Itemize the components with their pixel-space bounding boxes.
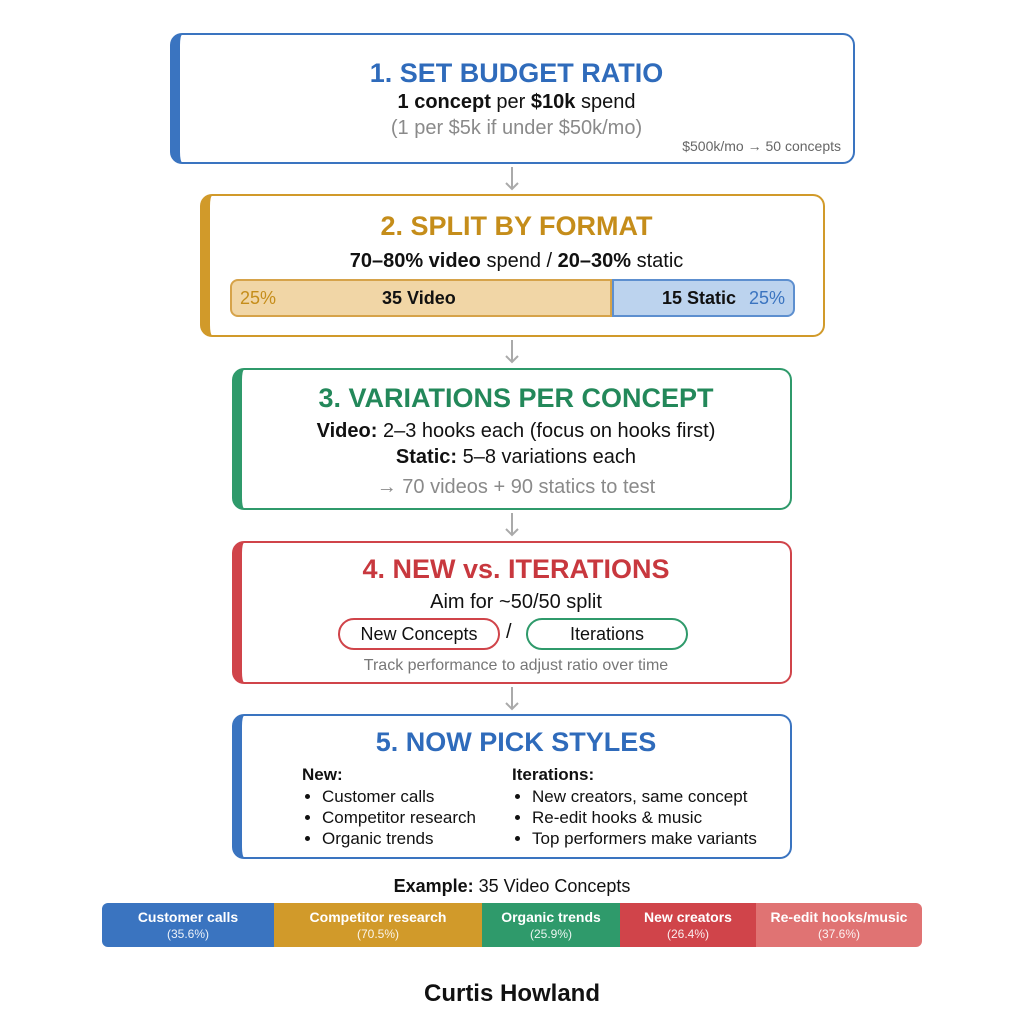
example-label-strong: Example:	[393, 876, 474, 896]
video-label: 35 Video	[382, 288, 456, 308]
example-title	[0, 876, 1024, 897]
step-4-box	[232, 541, 792, 684]
step-1-strong-1: 1 concept	[397, 91, 491, 113]
list-item: • Organic trends	[322, 828, 476, 849]
step-4-title: 4. NEW vs. ITERATIONS	[362, 554, 670, 584]
iterations-pill: Iterations	[526, 618, 688, 650]
step-4-foot: Track performance to adjust ratio over time	[363, 657, 669, 674]
segment-pct: (70.5%)	[356, 927, 400, 941]
segment-name: Organic trends	[501, 909, 601, 925]
format-split-bar	[230, 279, 795, 317]
step-5-box	[232, 714, 792, 859]
list-item: • Top performers make variants	[532, 828, 757, 849]
step-1-box	[170, 33, 855, 164]
step-3-video-key: Video:	[316, 420, 378, 442]
step-3-result: → 70 videos + 90 statics to test	[376, 476, 656, 498]
new-concepts-pill: New Concepts	[338, 618, 500, 650]
example-segment	[102, 903, 274, 947]
arrow-down-icon	[503, 686, 521, 712]
step-1-mid: per	[490, 91, 531, 113]
step-2-strong-2: 20–30%	[557, 250, 632, 272]
step-3-video-line	[242, 418, 790, 444]
step-2-strong-1: 70–80% video	[349, 250, 481, 272]
segment-pct: (25.9%)	[529, 927, 573, 941]
example-segment	[756, 903, 922, 947]
step-4-aim: Aim for ~50/50 split	[430, 591, 602, 613]
static-label: 15 Static	[662, 288, 737, 308]
segment-name: Competitor research	[309, 909, 447, 925]
step-3-title: 3. VARIATIONS PER CONCEPT	[318, 383, 714, 413]
example-segment	[482, 903, 620, 947]
arrow-down-icon	[503, 512, 521, 538]
step-3-static-key: Static:	[395, 446, 458, 468]
step-5-title: 5. NOW PICK STYLES	[375, 727, 657, 757]
static-pct: 25%	[748, 288, 785, 308]
step-1-line-1	[180, 89, 853, 115]
step-3-video-text: 2–3 hooks each (focus on hooks first)	[377, 420, 716, 442]
step-2-mid: spend /	[480, 250, 558, 272]
segment-name: Customer calls	[137, 909, 239, 925]
video-pct: 25%	[240, 288, 277, 308]
list-item: • Competitor research	[322, 807, 476, 828]
split-pills	[242, 618, 790, 652]
arrow-down-icon	[503, 166, 521, 192]
new-heading: New:	[302, 765, 343, 784]
arrow-down-icon	[503, 339, 521, 365]
example-label-rest: 35 Video Concepts	[473, 876, 631, 896]
step-1-line-2: (1 per $5k if under $50k/mo)	[390, 117, 643, 139]
segment-pct: (26.4%)	[666, 927, 710, 941]
step-2-line-1	[210, 248, 823, 274]
example-segment	[620, 903, 756, 947]
step-2-title: 2. SPLIT BY FORMAT	[380, 211, 653, 241]
segment-name: New creators	[644, 909, 732, 925]
new-styles-column	[302, 764, 476, 849]
segment-pct: (35.6%)	[166, 927, 210, 941]
segment-pct: (37.6%)	[817, 927, 861, 941]
iterations-heading: Iterations:	[512, 765, 595, 784]
author-name: Curtis Howland	[423, 980, 600, 1007]
step-1-note: $500k/mo → 50 concepts	[682, 138, 841, 154]
video-segment	[230, 279, 612, 317]
step-3-static-line	[242, 444, 790, 470]
pill-slash: /	[506, 621, 512, 643]
step-1-end: spend	[575, 91, 636, 113]
example-breakdown-bar	[102, 903, 922, 947]
step-3-static-text: 5–8 variations each	[457, 446, 637, 468]
step-1-title: 1. SET BUDGET RATIO	[369, 58, 664, 88]
example-segment	[274, 903, 482, 947]
list-item: • New creators, same concept	[532, 786, 757, 807]
step-2-end: static	[631, 250, 684, 272]
iteration-styles-column	[512, 764, 757, 849]
segment-name: Re-edit hooks/music	[770, 909, 908, 925]
step-3-box	[232, 368, 792, 510]
list-item: • Re-edit hooks & music	[532, 807, 757, 828]
list-item: • Customer calls	[322, 786, 476, 807]
step-1-strong-2: $10k	[530, 91, 576, 113]
static-segment	[612, 279, 795, 317]
step-2-box	[200, 194, 825, 337]
